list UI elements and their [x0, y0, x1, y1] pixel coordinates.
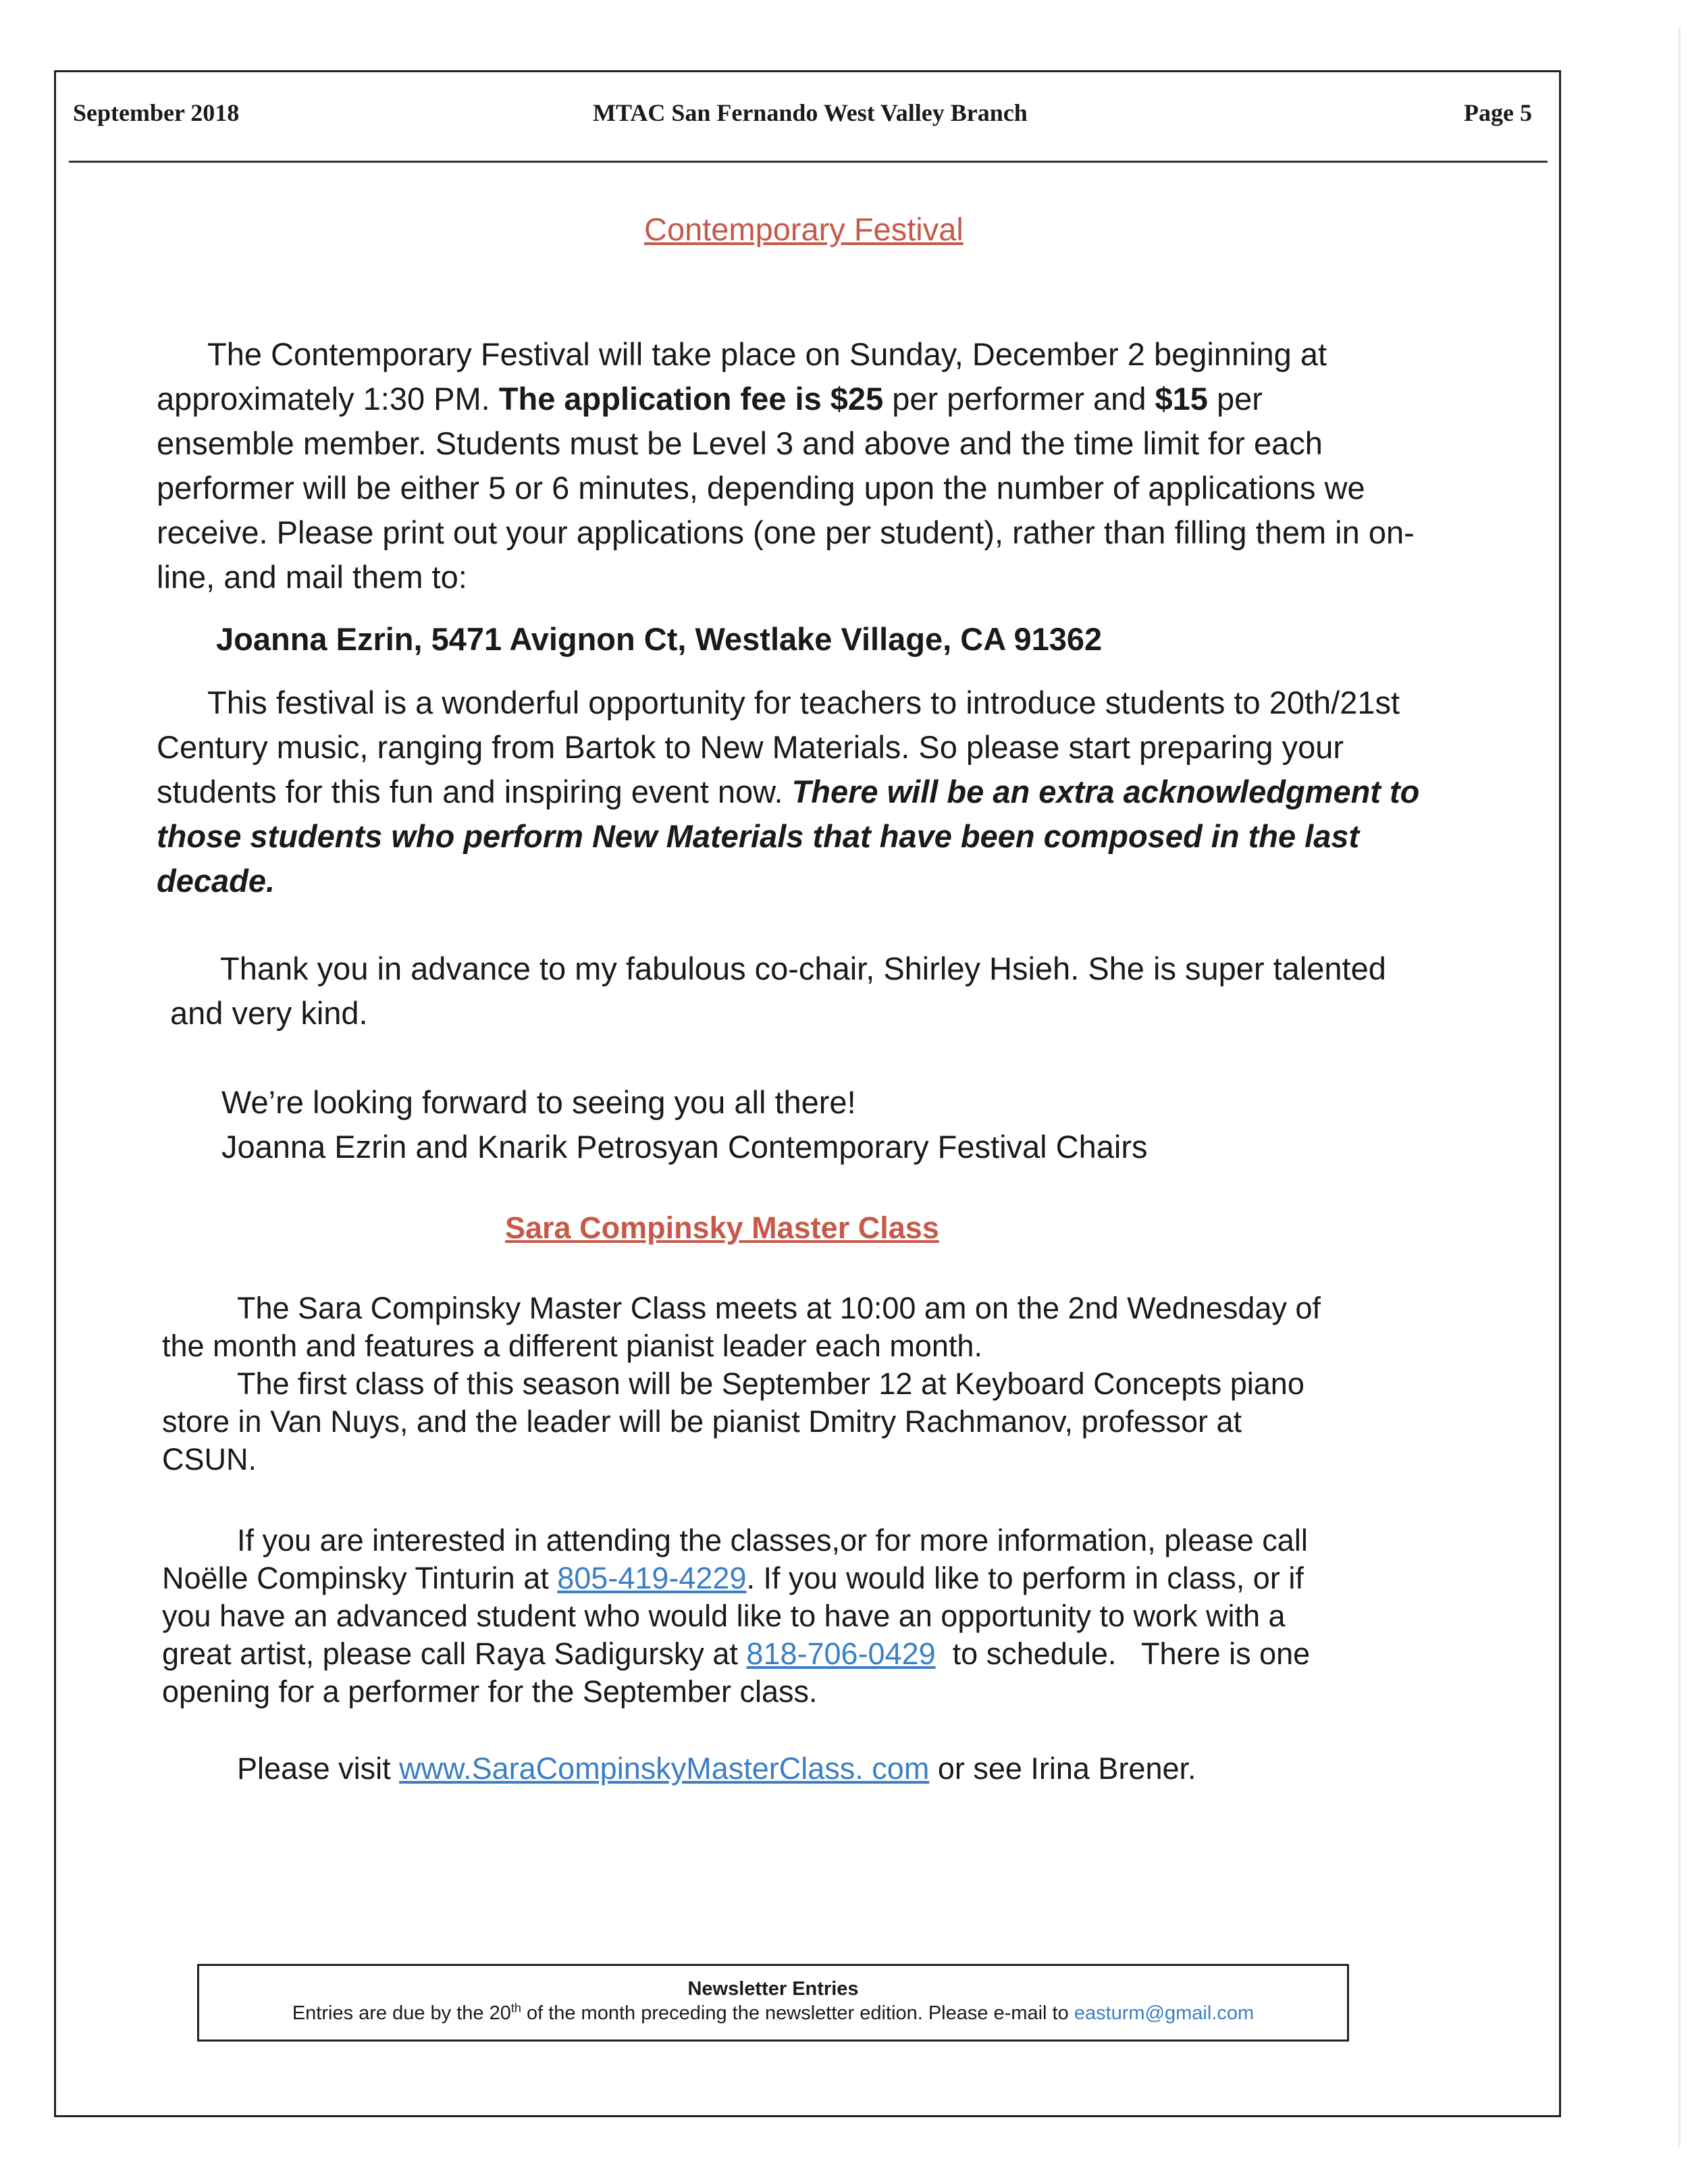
- text-line: Thank you in advance to my fabulous co-chair, Shirley Hsieh. She is super talented: [220, 951, 1386, 986]
- master-class-title: Sara Compinsky Master Class: [505, 1210, 939, 1245]
- text-line: those students who perform New Materials that have been composed in the last: [157, 818, 1360, 854]
- text-line: If you are interested in attending the classes,or for more information, please call: [237, 1523, 1308, 1557]
- text-span: of the month preceding the newsletter edition. Please e-mail to: [521, 2002, 1074, 2024]
- text-line: the month and features a different pianist leader each month.: [162, 1329, 982, 1363]
- text-span: . If you would like to perform in class, or if: [746, 1561, 1304, 1595]
- master-class-visit: [237, 1750, 1196, 1788]
- phone-link-raya[interactable]: 818-706-0429: [746, 1636, 936, 1671]
- newsletter-entries-title: Newsletter Entries: [687, 1978, 859, 2000]
- text-span: great artist, please call Raya Sadigursky at: [162, 1636, 747, 1671]
- text-line: CSUN.: [162, 1442, 257, 1476]
- festival-opportunity-paragraph: [157, 681, 1419, 903]
- master-class-intro: [162, 1289, 1321, 1479]
- text-line: you have an advanced student who would like to have an opportunity to work with a: [162, 1599, 1286, 1633]
- text-line: store in Van Nuys, and the leader will be pianist Dmitry Rachmanov, professor at: [162, 1404, 1242, 1439]
- text-line: receive. Please print out your applications (one per student), rather than filling them in on-: [157, 514, 1415, 550]
- text-span: to schedule. There is one: [935, 1636, 1311, 1671]
- signoff-paragraph: [221, 1080, 1147, 1169]
- text-line: decade.: [157, 863, 275, 899]
- text-span: per: [1207, 381, 1263, 417]
- header-page-number: Page 5: [1464, 99, 1532, 126]
- text-span: or see Irina Brener.: [929, 1751, 1196, 1786]
- text-line: The first class of this season will be September 12 at Keyboard Concepts piano: [237, 1366, 1304, 1401]
- text-span: Entries are due by the 20: [292, 2002, 511, 2024]
- thanks-paragraph: [170, 947, 1386, 1036]
- text-line: [162, 1635, 1310, 1673]
- text-line: ensemble member. Students must be Level 3 and above and the time limit for each: [157, 425, 1323, 461]
- text-line: and very kind.: [170, 995, 368, 1031]
- text-line: The Sara Compinsky Master Class meets at 10:00 am on the 2nd Wednesday of: [237, 1291, 1321, 1325]
- contemporary-festival-title: Contemporary Festival: [644, 211, 964, 247]
- website-link[interactable]: www.SaraCompinskyMasterClass. com: [399, 1751, 930, 1786]
- phone-link-noelle[interactable]: 805-419-4229: [557, 1561, 747, 1595]
- ensemble-fee-bold: $15: [1155, 381, 1208, 417]
- text-line: Century music, ranging from Bartok to New Materials. So please start preparing your: [157, 729, 1344, 765]
- email-link[interactable]: easturm@gmail.com: [1074, 2002, 1255, 2024]
- text-span: students for this fun and inspiring event now.: [157, 774, 792, 809]
- superscript: th: [510, 2001, 521, 2015]
- text-line: [162, 1560, 1310, 1597]
- text-line: [157, 377, 1415, 421]
- scan-edge: [1679, 27, 1681, 2147]
- acknowledgment-emphasis: There will be an extra acknowledgment to: [791, 774, 1420, 809]
- text-line: line, and mail them to:: [157, 559, 467, 595]
- text-line: opening for a performer for the September class.: [162, 1674, 818, 1709]
- text-span: per performer and: [883, 381, 1155, 417]
- header-divider: [69, 161, 1548, 163]
- text-line: We’re looking forward to seeing you all there!: [221, 1084, 856, 1120]
- text-line: performer will be either 5 or 6 minutes, depending upon the number of applications we: [157, 470, 1365, 506]
- festival-paragraph: [157, 332, 1415, 600]
- fee-amount-bold: The application fee is $25: [498, 381, 884, 417]
- newsletter-entries-text: [199, 2001, 1347, 2025]
- text-line: Joanna Ezrin and Knarik Petrosyan Contemporary Festival Chairs: [221, 1129, 1148, 1165]
- text-line: This festival is a wonderful opportunity for teachers to introduce students to 20th/21st: [207, 685, 1400, 720]
- text-line: [157, 770, 1419, 814]
- header-date: September 2018: [73, 99, 240, 126]
- text-line: The Contemporary Festival will take place on Sunday, December 2 beginning at: [207, 336, 1327, 372]
- mailing-address: Joanna Ezrin, 5471 Avignon Ct, Westlake Village, CA 91362: [216, 621, 1103, 657]
- text-span: Noëlle Compinsky Tinturin at: [162, 1561, 558, 1595]
- header-organization: MTAC San Fernando West Valley Branch: [593, 99, 1028, 126]
- newsletter-entries-box: [197, 1964, 1349, 2042]
- text-span: Please visit: [237, 1751, 400, 1786]
- text-span: approximately 1:30 PM.: [157, 381, 499, 417]
- master-class-contact: [162, 1522, 1310, 1711]
